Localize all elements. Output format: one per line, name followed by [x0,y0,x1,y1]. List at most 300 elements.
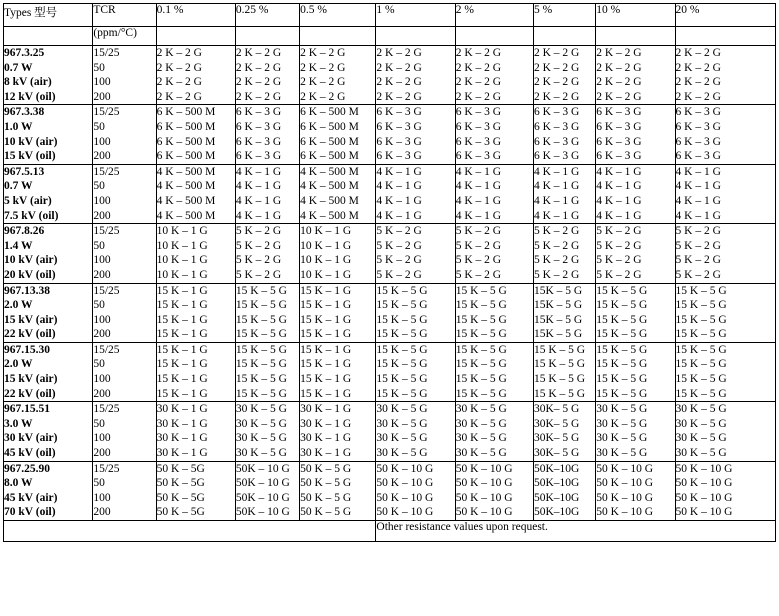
cell-range [300,105,376,164]
range-line: 5 K – 2 G [455,239,502,252]
range-line: 15 K – 1 G [156,284,208,297]
cell-range [300,164,376,223]
header-types: Types 型号 [4,4,93,27]
range-line: 50 K – 10 G [596,506,654,519]
range-line: 15 K – 5 G [235,313,287,326]
header-tol-0-5: 0.5 % [300,4,376,27]
range-line: 2 K – 2 G [156,61,202,74]
range-line: 2 K – 2 G [455,61,502,74]
unit-tol-0-1 [156,27,235,46]
tcr-line: 15/25 [93,106,120,119]
range-line: 15 K – 5 G [675,284,727,297]
range-line: 50 K – 10 G [455,491,513,504]
cell-range [533,283,595,342]
cell-range [376,402,455,461]
type-line: 8 kV (air) [4,76,52,89]
cell-range [596,164,675,223]
range-line: 2 K – 2 G [156,76,202,89]
range-line: 30 K – 5 G [376,403,428,416]
header-tol-2: 2 % [455,4,533,27]
range-line: 6 K – 500 M [300,120,359,133]
range-line: 6 K – 3 G [596,106,642,119]
range-line: 30 K – 5 G [455,432,507,445]
table-row [4,224,776,283]
table-row [4,105,776,164]
tcr-line: 50 [93,120,105,133]
range-line: 30 K – 5 G [675,432,727,445]
unit-types [4,27,93,46]
range-line: 15 K – 5 G [455,313,507,326]
unit-tol-0-25 [235,27,299,46]
type-line: 5 kV (air) [4,194,52,207]
tcr-line: 200 [93,90,111,103]
header-tol-1: 1 % [376,4,455,27]
range-line: 6 K – 500 M [300,135,359,148]
range-line: 15 K – 5 G [235,328,287,341]
range-line: 2 K – 2 G [300,47,346,59]
cell-range [376,224,455,283]
range-line: 15 K – 5 G [596,299,648,312]
range-line: 4 K – 500 M [156,180,216,193]
unit-tcr: (ppm/°C) [93,27,156,46]
cell-range [533,46,595,105]
cell-range [235,342,299,401]
cell-range [675,105,775,164]
tcr-line: 100 [93,313,111,326]
table-row [4,46,776,105]
tcr-line: 15/25 [93,403,120,416]
unit-tol-2 [455,27,533,46]
range-line: 15 K – 1 G [156,313,208,326]
unit-tol-10 [596,27,675,46]
header-tol-10: 10 % [596,4,675,27]
range-line: 30 K – 5 G [596,432,648,445]
range-line: 15 K – 5 G [533,358,586,371]
range-line: 50 K – 10 G [675,506,733,519]
cell-range [455,461,533,520]
range-line: 2 K – 2 G [300,90,346,103]
cell-range [235,46,299,105]
tcr-line: 100 [93,135,111,148]
range-line: 50K – 10 G [235,491,290,504]
range-line: 30K– 5 G [533,447,580,460]
range-line: 15 K – 5 G [235,387,287,400]
type-line: 15 kV (air) [4,373,58,386]
range-line: 50 K – 10 G [675,477,733,490]
range-line: 50 K – 10 G [675,462,733,475]
range-line: 15 K – 5 G [596,387,648,400]
type-line: 967.3.25 [4,47,45,59]
range-line: 50 K – 10 G [376,462,434,475]
range-line: 30 K – 5 G [455,417,507,430]
range-line: 2 K – 2 G [235,61,282,74]
range-line: 4 K – 1 G [235,209,282,222]
cell-range [675,283,775,342]
range-line: 2 K – 2 G [235,90,282,103]
range-line: 4 K – 1 G [596,209,642,222]
type-line: 1.4 W [4,239,33,252]
range-line: 5 K – 2 G [455,268,502,281]
range-line: 30 K – 1 G [156,403,208,416]
cell-range [596,461,675,520]
range-line: 15 K – 5 G [376,358,428,371]
range-line: 50 K – 5 G [300,462,352,475]
range-line: 2 K – 2 G [675,76,721,89]
cell-tcr [93,224,156,283]
range-line: 5 K – 2 G [533,239,580,252]
range-line: 50K – 10 G [235,477,290,490]
range-line: 30 K – 5 G [376,432,428,445]
range-line: 2 K – 2 G [455,76,502,89]
header-tol-20: 20 % [675,4,775,27]
range-line: 10 K – 1 G [300,225,352,238]
range-line: 30 K – 5 G [235,417,287,430]
type-line: 967.5.13 [4,165,45,178]
range-line: 2 K – 2 G [533,90,580,103]
range-line: 15 K – 5 G [596,284,648,297]
range-line: 15 K – 5 G [455,299,507,312]
range-line: 6 K – 3 G [675,150,721,163]
cell-tcr [93,402,156,461]
cell-tcr [93,164,156,223]
cell-tcr [93,46,156,105]
range-line: 6 K – 500 M [300,150,359,163]
range-line: 30 K – 5 G [235,447,287,460]
tcr-line: 50 [93,299,105,312]
range-line: 6 K – 3 G [596,150,642,163]
range-line: 4 K – 1 G [235,180,282,193]
range-line: 15 K – 1 G [300,387,352,400]
unit-tol-20 [675,27,775,46]
range-line: 15 K – 5 G [376,387,428,400]
range-line: 2 K – 2 G [156,90,202,103]
range-line: 15 K – 5 G [235,373,287,386]
range-line: 5 K – 2 G [235,239,282,252]
range-line: 4 K – 500 M [300,194,359,207]
cell-range [376,342,455,401]
range-line: 2 K – 2 G [455,90,502,103]
unit-tol-5 [533,27,595,46]
range-line: 15 K – 5 G [455,343,507,356]
range-line: 6 K – 3 G [376,120,422,133]
range-line: 5 K – 2 G [376,268,422,281]
cell-range [533,342,595,401]
type-line: 967.8.26 [4,225,45,238]
range-line: 10 K – 1 G [156,254,208,267]
range-line: 4 K – 1 G [533,194,580,207]
table-row [4,164,776,223]
range-line: 4 K – 1 G [376,194,422,207]
range-line: 4 K – 1 G [376,180,422,193]
table-row [4,283,776,342]
table-footer-row [4,521,776,542]
range-line: 50 K – 5G [156,491,205,504]
range-line: 2 K – 2 G [533,61,580,74]
range-line: 4 K – 500 M [156,165,216,178]
range-line: 30 K – 1 G [156,417,208,430]
range-line: 6 K – 3 G [455,150,502,163]
range-line: 15 K – 1 G [156,358,208,371]
cell-range [376,105,455,164]
range-line: 6 K – 3 G [376,150,422,163]
range-line: 50 K – 5G [156,506,205,519]
table-row [4,461,776,520]
type-line: 15 kV (air) [4,313,58,326]
range-line: 15 K – 5 G [235,343,287,356]
range-line: 15 K – 5 G [455,328,507,341]
cell-range [300,461,376,520]
type-line: 967.3.38 [4,106,45,119]
range-line: 50 K – 10 G [675,491,733,504]
range-line: 50K–10G [533,477,580,490]
range-line: 30 K – 5 G [376,417,428,430]
range-line: 4 K – 1 G [235,194,282,207]
range-line: 2 K – 2 G [675,61,721,74]
range-line: 6 K – 3 G [235,106,282,119]
cell-tcr [93,105,156,164]
range-line: 6 K – 3 G [455,120,502,133]
range-line: 6 K – 3 G [235,135,282,148]
range-line: 6 K – 3 G [533,120,580,133]
type-line: 22 kV (oil) [4,387,56,400]
tcr-line: 100 [93,76,111,89]
range-line: 6 K – 3 G [675,106,721,119]
range-line: 4 K – 500 M [156,209,216,222]
range-line: 15 K – 5 G [376,299,428,312]
range-line: 5 K – 2 G [596,225,642,238]
cell-range [235,461,299,520]
range-line: 5 K – 2 G [675,239,721,252]
range-line: 15 K – 5 G [675,343,727,356]
range-line: 50K – 10 G [235,506,290,519]
range-line: 30 K – 5 G [596,417,648,430]
range-line: 15 K – 5 G [376,284,428,297]
range-line: 15 K – 1 G [156,387,208,400]
range-line: 15K – 5 G [533,313,583,326]
range-line: 4 K – 1 G [235,165,282,178]
cell-range [235,283,299,342]
range-line: 6 K – 3 G [533,106,580,119]
unit-tol-1 [376,27,455,46]
tcr-line: 50 [93,358,105,371]
range-line: 50K–10G [533,462,580,475]
range-line: 15 K – 5 G [455,373,507,386]
range-line: 30 K – 1 G [300,447,352,460]
cell-range [455,46,533,105]
type-line: 45 kV (air) [4,491,58,504]
range-line: 15 K – 5 G [235,358,287,371]
range-line: 15K – 5 G [533,299,583,312]
table-row [4,342,776,401]
range-line: 15 K – 5 G [675,299,727,312]
type-line: 70 kV (oil) [4,506,56,519]
tcr-line: 15/25 [93,225,120,238]
range-line: 6 K – 3 G [533,135,580,148]
cell-types [4,164,93,223]
type-line: 0.7 W [4,61,33,74]
tcr-line: 200 [93,328,111,341]
tcr-line: 15/25 [93,343,120,356]
type-line: 967.15.51 [4,403,50,416]
tcr-line: 15/25 [93,284,120,297]
range-line: 6 K – 3 G [675,120,721,133]
type-line: 967.15.30 [4,343,50,356]
range-line: 5 K – 2 G [455,225,502,238]
range-line: 2 K – 2 G [376,61,422,74]
cell-range [235,164,299,223]
type-line: 45 kV (oil) [4,447,56,460]
range-line: 5 K – 2 G [675,268,721,281]
range-line: 15 K – 1 G [156,328,208,341]
footer-note: Other resistance values upon request. [376,521,776,542]
range-line: 50 K – 10 G [376,506,434,519]
range-line: 50 K – 10 G [596,477,654,490]
range-line: 15 K – 1 G [300,328,352,341]
range-line: 15 K – 1 G [300,313,352,326]
range-line: 5 K – 2 G [596,239,642,252]
tcr-line: 200 [93,447,111,460]
range-line: 4 K – 1 G [596,180,642,193]
range-line: 2 K – 2 G [300,61,346,74]
range-line: 50 K – 5G [156,462,205,475]
range-line: 5 K – 2 G [235,268,282,281]
range-line: 4 K – 1 G [376,165,422,178]
range-line: 30 K – 5 G [376,447,428,460]
cell-range [596,224,675,283]
cell-range [533,402,595,461]
cell-tcr [93,461,156,520]
tcr-line: 15/25 [93,47,120,59]
range-line: 15 K – 5 G [675,358,727,371]
cell-range [675,46,775,105]
range-line: 5 K – 2 G [455,254,502,267]
cell-range [156,224,235,283]
range-line: 15 K – 5 G [596,358,648,371]
range-line: 6 K – 3 G [235,120,282,133]
type-line: 2.0 W [4,299,33,312]
range-line: 30K– 5 G [533,417,580,430]
unit-tol-0-5 [300,27,376,46]
range-line: 2 K – 2 G [376,76,422,89]
range-line: 4 K – 1 G [596,194,642,207]
range-line: 6 K – 3 G [533,150,580,163]
range-line: 15 K – 5 G [376,373,428,386]
type-line: 1.0 W [4,120,33,133]
range-line: 50 K – 5 G [300,491,352,504]
range-line: 15 K – 1 G [156,299,208,312]
range-line: 4 K – 1 G [533,180,580,193]
range-line: 6 K – 3 G [675,135,721,148]
range-line: 2 K – 2 G [156,47,202,59]
range-line: 5 K – 2 G [675,254,721,267]
range-line: 50 K – 10 G [376,477,434,490]
cell-range [156,46,235,105]
range-line: 50K–10G [533,506,580,519]
range-line: 15 K – 5 G [455,387,507,400]
cell-range [376,46,455,105]
type-line: 967.13.38 [4,284,50,297]
range-line: 30K– 5 G [533,432,580,445]
tcr-line: 100 [93,432,111,445]
range-line: 2 K – 2 G [376,90,422,103]
cell-range [300,46,376,105]
cell-range [675,164,775,223]
range-line: 4 K – 1 G [455,180,502,193]
range-line: 15 K – 5 G [533,387,586,400]
tcr-line: 50 [93,180,105,193]
type-line: 10 kV (air) [4,135,58,148]
type-line: 967.25.90 [4,462,50,475]
cell-range [455,224,533,283]
range-line: 5 K – 2 G [533,268,580,281]
type-line: 3.0 W [4,417,33,430]
range-line: 30 K – 1 G [300,432,352,445]
range-line: 6 K – 3 G [235,150,282,163]
range-line: 4 K – 1 G [533,209,580,222]
cell-range [300,402,376,461]
range-line: 15 K – 5 G [675,313,727,326]
range-line: 15 K – 5 G [455,284,507,297]
type-line: 7.5 kV (oil) [4,209,59,222]
tcr-line: 200 [93,387,111,400]
range-line: 5 K – 2 G [596,254,642,267]
range-line: 2 K – 2 G [533,47,580,59]
range-line: 15 K – 5 G [675,387,727,400]
range-line: 5 K – 2 G [376,254,422,267]
cell-range [455,402,533,461]
cell-range [156,105,235,164]
cell-range [596,105,675,164]
cell-range [455,342,533,401]
range-line: 10 K – 1 G [156,225,208,238]
range-line: 6 K – 3 G [376,106,422,119]
table-unit-row [4,27,776,46]
range-line: 15 K – 1 G [156,343,208,356]
header-tol-0-25: 0.25 % [235,4,299,27]
range-line: 2 K – 2 G [596,76,642,89]
header-tol-0-1: 0.1 % [156,4,235,27]
range-line: 6 K – 3 G [596,135,642,148]
cell-range [156,402,235,461]
resistor-spec-table [3,3,776,542]
range-line: 10 K – 1 G [156,268,208,281]
range-line: 5 K – 2 G [376,225,422,238]
range-line: 15 K – 5 G [533,373,586,386]
cell-range [533,105,595,164]
range-line: 30 K – 1 G [156,447,208,460]
range-line: 5 K – 2 G [235,225,282,238]
type-line: 15 kV (oil) [4,150,56,163]
range-line: 15 K – 5 G [596,313,648,326]
range-line: 50 K – 10 G [376,491,434,504]
range-line: 2 K – 2 G [235,47,282,59]
type-line: 8.0 W [4,477,33,490]
range-line: 5 K – 2 G [376,239,422,252]
range-line: 6 K – 500 M [156,150,216,163]
type-line: 2.0 W [4,358,33,371]
range-line: 10 K – 1 G [300,254,352,267]
range-line: 10 K – 1 G [300,239,352,252]
range-line: 6 K – 500 M [156,106,216,119]
cell-types [4,461,93,520]
type-line: 20 kV (oil) [4,268,56,281]
range-line: 2 K – 2 G [675,47,721,59]
range-line: 30 K – 5 G [675,403,727,416]
cell-range [376,283,455,342]
cell-range [455,164,533,223]
range-line: 2 K – 2 G [533,76,580,89]
range-line: 4 K – 1 G [455,165,502,178]
